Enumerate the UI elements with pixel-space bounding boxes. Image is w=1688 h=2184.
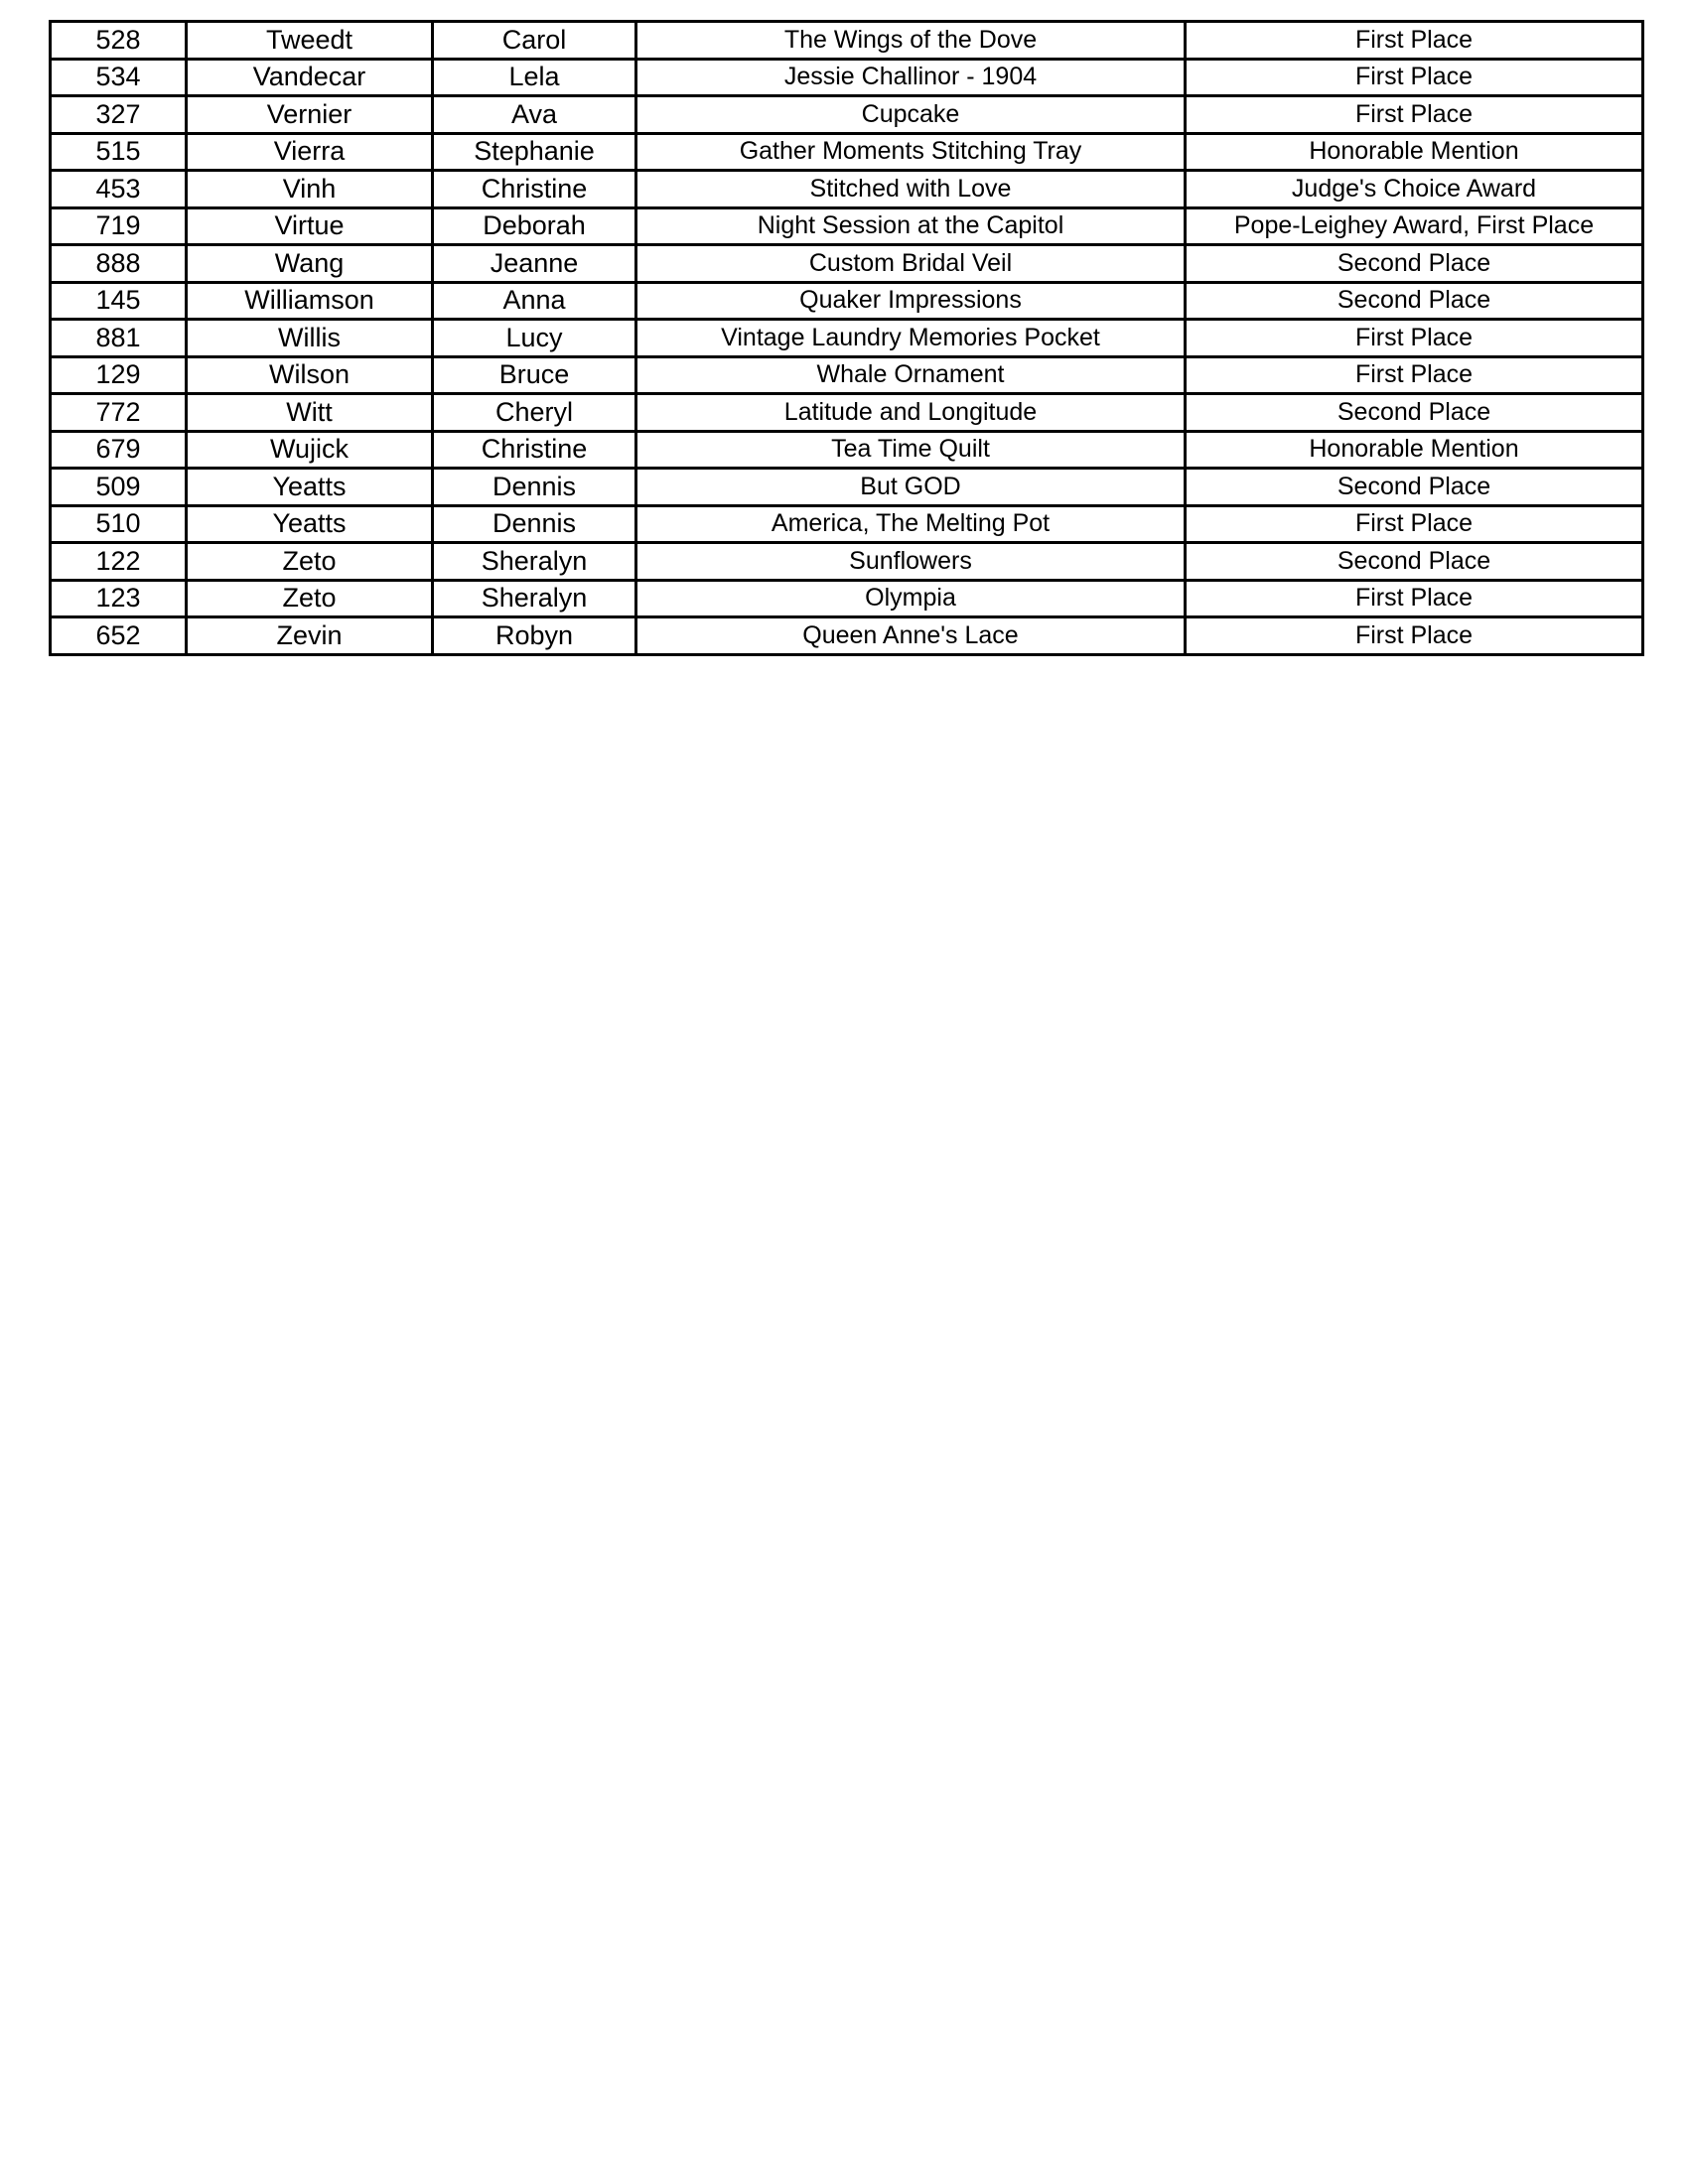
entry-title-cell: Tea Time Quilt (636, 431, 1186, 469)
award-cell: First Place (1186, 505, 1643, 543)
award-cell: Judge's Choice Award (1186, 171, 1643, 208)
table-row (51, 320, 1643, 357)
last-name-cell: Vinh (187, 171, 433, 208)
first-name-cell: Ava (433, 96, 636, 134)
entry-number-cell: 719 (51, 207, 187, 245)
first-name-cell: Stephanie (433, 133, 636, 171)
award-cell: First Place (1186, 320, 1643, 357)
last-name-cell: Zeto (187, 580, 433, 617)
table-row (51, 356, 1643, 394)
entry-title-cell: Cupcake (636, 96, 1186, 134)
award-cell: Second Place (1186, 282, 1643, 320)
entry-title-cell: Night Session at the Capitol (636, 207, 1186, 245)
entry-title-cell: Whale Ornament (636, 356, 1186, 394)
first-name-cell: Lucy (433, 320, 636, 357)
last-name-cell: Willis (187, 320, 433, 357)
table-row (51, 394, 1643, 432)
table-row (51, 469, 1643, 506)
award-cell: First Place (1186, 617, 1643, 655)
award-cell: Second Place (1186, 469, 1643, 506)
table-row (51, 505, 1643, 543)
entry-title-cell: The Wings of the Dove (636, 22, 1186, 60)
entry-title-cell: Jessie Challinor - 1904 (636, 59, 1186, 96)
table-row (51, 245, 1643, 283)
last-name-cell: Zeto (187, 543, 433, 581)
first-name-cell: Anna (433, 282, 636, 320)
table-row (51, 171, 1643, 208)
last-name-cell: Vernier (187, 96, 433, 134)
first-name-cell: Cheryl (433, 394, 636, 432)
first-name-cell: Dennis (433, 505, 636, 543)
award-cell: First Place (1186, 356, 1643, 394)
last-name-cell: Yeatts (187, 505, 433, 543)
table-row (51, 543, 1643, 581)
entry-number-cell: 772 (51, 394, 187, 432)
entry-number-cell: 122 (51, 543, 187, 581)
entry-title-cell: Vintage Laundry Memories Pocket (636, 320, 1186, 357)
first-name-cell: Sheralyn (433, 580, 636, 617)
last-name-cell: Zevin (187, 617, 433, 655)
last-name-cell: Yeatts (187, 469, 433, 506)
table-row (51, 431, 1643, 469)
entry-title-cell: But GOD (636, 469, 1186, 506)
award-cell: First Place (1186, 580, 1643, 617)
entry-number-cell: 888 (51, 245, 187, 283)
first-name-cell: Christine (433, 171, 636, 208)
award-cell: Second Place (1186, 245, 1643, 283)
award-cell: Pope-Leighey Award, First Place (1186, 207, 1643, 245)
first-name-cell: Bruce (433, 356, 636, 394)
last-name-cell: Virtue (187, 207, 433, 245)
first-name-cell: Robyn (433, 617, 636, 655)
first-name-cell: Jeanne (433, 245, 636, 283)
last-name-cell: Witt (187, 394, 433, 432)
entry-number-cell: 327 (51, 96, 187, 134)
last-name-cell: Williamson (187, 282, 433, 320)
first-name-cell: Dennis (433, 469, 636, 506)
awards-table (49, 20, 1644, 656)
first-name-cell: Carol (433, 22, 636, 60)
entry-number-cell: 528 (51, 22, 187, 60)
entry-number-cell: 652 (51, 617, 187, 655)
first-name-cell: Deborah (433, 207, 636, 245)
award-cell: First Place (1186, 59, 1643, 96)
entry-title-cell: Queen Anne's Lace (636, 617, 1186, 655)
award-cell: Honorable Mention (1186, 431, 1643, 469)
first-name-cell: Christine (433, 431, 636, 469)
table-row (51, 282, 1643, 320)
entry-title-cell: America, The Melting Pot (636, 505, 1186, 543)
entry-number-cell: 145 (51, 282, 187, 320)
award-cell: Honorable Mention (1186, 133, 1643, 171)
entry-title-cell: Quaker Impressions (636, 282, 1186, 320)
table-row (51, 96, 1643, 134)
first-name-cell: Lela (433, 59, 636, 96)
last-name-cell: Vandecar (187, 59, 433, 96)
entry-title-cell: Sunflowers (636, 543, 1186, 581)
entry-title-cell: Gather Moments Stitching Tray (636, 133, 1186, 171)
entry-number-cell: 453 (51, 171, 187, 208)
award-cell: Second Place (1186, 394, 1643, 432)
entry-title-cell: Stitched with Love (636, 171, 1186, 208)
entry-number-cell: 510 (51, 505, 187, 543)
last-name-cell: Tweedt (187, 22, 433, 60)
entry-number-cell: 129 (51, 356, 187, 394)
table-row (51, 207, 1643, 245)
entry-number-cell: 534 (51, 59, 187, 96)
award-cell: First Place (1186, 96, 1643, 134)
last-name-cell: Wujick (187, 431, 433, 469)
table-row (51, 133, 1643, 171)
entry-title-cell: Custom Bridal Veil (636, 245, 1186, 283)
award-cell: Second Place (1186, 543, 1643, 581)
awards-table-body (51, 22, 1643, 655)
entry-number-cell: 123 (51, 580, 187, 617)
table-row (51, 59, 1643, 96)
entry-number-cell: 509 (51, 469, 187, 506)
entry-number-cell: 881 (51, 320, 187, 357)
award-cell: First Place (1186, 22, 1643, 60)
last-name-cell: Vierra (187, 133, 433, 171)
table-row (51, 580, 1643, 617)
last-name-cell: Wang (187, 245, 433, 283)
table-row (51, 22, 1643, 60)
entry-number-cell: 679 (51, 431, 187, 469)
last-name-cell: Wilson (187, 356, 433, 394)
table-row (51, 617, 1643, 655)
entry-title-cell: Latitude and Longitude (636, 394, 1186, 432)
first-name-cell: Sheralyn (433, 543, 636, 581)
entry-title-cell: Olympia (636, 580, 1186, 617)
entry-number-cell: 515 (51, 133, 187, 171)
